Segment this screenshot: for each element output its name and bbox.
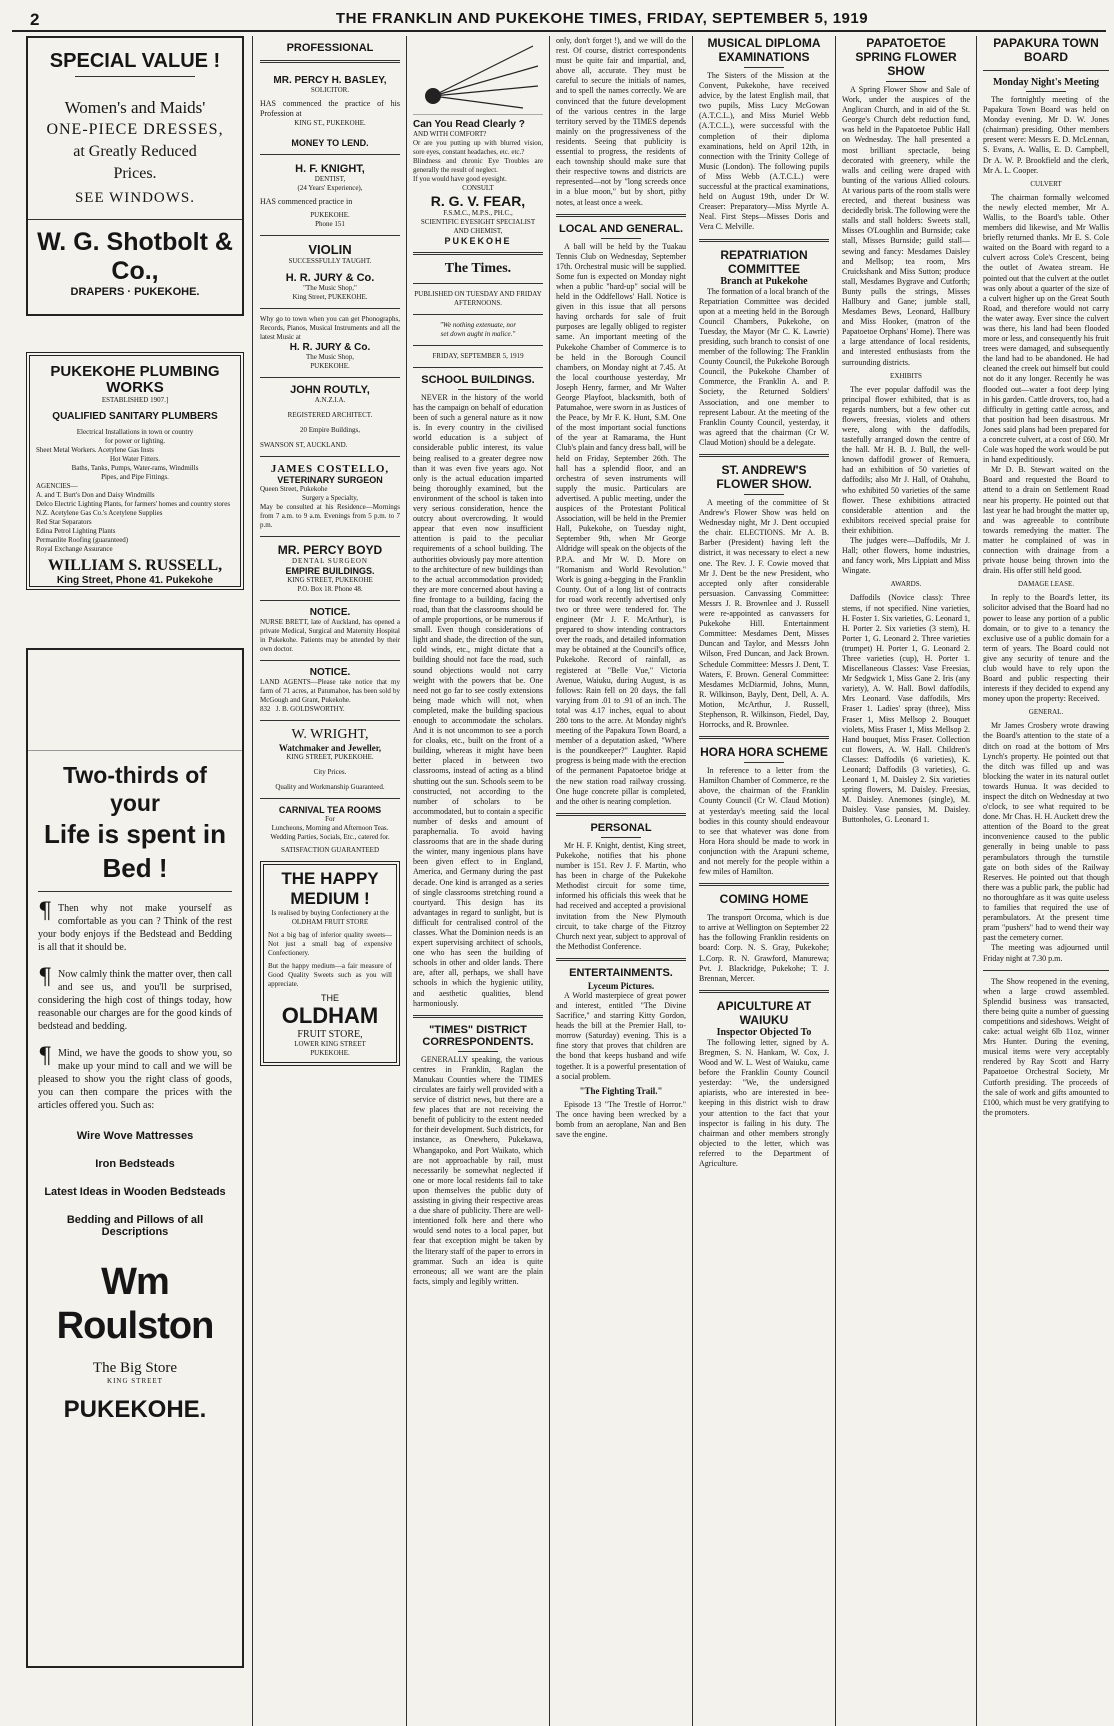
notice-heading: CARNIVAL TEA ROOMS xyxy=(278,805,382,816)
article-body: Daffodils (Novice class): Three stems, if not specified. Nine varieties, H. Foster 1. Six varieties, G. Leonard 1, H. Porter 2. Six varieties (3 stem), H. Porter 1, G. Leonard 2. Three varieties (trumpet) H. Porter 1, G. Leonard 2. Three varieties (cup), H. Porter 1. Miscellaneous Classes: Vase Freesias, Mr Sedgwick 1, Miss Gane 2. Iris (any variety), A. W. Hall. Bowl daffodils, Mrs Leonard. Vase daffodils, Mrs Fraser 1. Ladies' spray (three), Miss Fraser 1, Miss Mellsop 2. Bouquet violets, Miss Fraser 1, Miss Mellsop 2. Hand bouquet, Miss Fraser. Collection cut flowers, A. W. Hall. Children's Classes: Daffodils (6 varieties), K. Leonard; Daffodils (3 varieties), G. Leonard 1, M. Daisley 2. Six varieties spring flowers, M. Daisley. Freesias, M. Daisley. Anemones (single), M. Daisley. Vase pansies, M. Daisley. Buttonholes, G. Leonard 1. xyxy=(842,593,970,825)
ad-special-value xyxy=(26,36,244,316)
divider xyxy=(699,990,829,993)
notice-text: LAND AGENTS—Please take notice that my farm of 71 acres, at Patumahoe, has been sold by McGough and Grant, Pukekohe. xyxy=(260,678,400,705)
ad-line: PUKEKOHE. xyxy=(310,1049,350,1058)
ad-line: LOWER KING STREET xyxy=(294,1040,366,1049)
column-rule xyxy=(406,36,407,1726)
ad-line: AND WITH COMFORT? xyxy=(413,130,487,138)
column-rule xyxy=(549,36,550,1726)
notice-address: PUKEKOHE. xyxy=(310,362,350,371)
divider xyxy=(744,909,784,910)
notice-line: (24 Years' Experience), xyxy=(297,184,363,193)
notice-text: HAS commenced the practice of his Profession at xyxy=(260,99,400,119)
column-7 xyxy=(983,36,1109,1726)
divider xyxy=(983,70,1109,71)
bed-illustration xyxy=(28,650,242,751)
notice-line: The Music Shop, xyxy=(305,353,355,362)
ad-line: at Greatly Reduced xyxy=(73,143,197,160)
ad-line: Edina Petrol Lighting Plants xyxy=(36,527,116,535)
notice-line: SUCCESSFULLY TAUGHT. xyxy=(288,257,372,266)
notice-text: NURSE BRETT, late of Auckland, has opened a private Medical, Surgical and Maternity Hospital in Pukekohe. Patients may be attended by their own doctor. xyxy=(260,618,400,654)
article-body: The following letter, signed by A. Bregmen, S. N. Hankam, W. Cox, J. Wood and W. L. West of Waiuku, came before the Franklin County Council yesterday: "We, the undersigned apiarists, who are interested in bee-keeping in this district wish to draw your attention to the fact that your inspector is failing in his duty. The chairman and other members strongly objected to the letter, which was referred to the Department of Agriculture. xyxy=(699,1037,829,1168)
article-subheading: EXHIBITS xyxy=(890,371,922,380)
ad-line: Pipes, and Pipe Fittings. xyxy=(101,473,169,481)
divider xyxy=(601,837,641,838)
notice-role: REGISTERED ARCHITECT. xyxy=(287,411,373,420)
notice-line: City Prices. xyxy=(313,768,347,777)
article-subheading: AWARDS. xyxy=(890,580,922,589)
notice-heading: NOTICE. xyxy=(309,607,351,619)
firm-address: King Street, Phone 41. Pukekohe xyxy=(56,575,214,586)
notice-address: Queen Street, Pukekohe xyxy=(260,485,328,494)
notice-role: SOLICITOR. xyxy=(310,86,350,94)
editorial-motto: set down aught in malice." xyxy=(440,330,516,338)
article-heading: REPATRIATION COMMITTEE xyxy=(720,247,808,276)
ad-paragraph: Not a big bag of inferior quality sweets—Not just a small bag of expensive Confectionery. xyxy=(268,931,392,958)
ad-item: Bedding and Pillows of all Descriptions xyxy=(66,1214,204,1238)
notice-line: MONEY TO LEND. xyxy=(291,138,369,149)
notice-line: SATISFACTION GUARANTEED xyxy=(280,846,380,855)
notice-address: SWANSON ST, AUCKLAND. xyxy=(260,441,348,450)
article-body: A meeting of the committee of St Andrew's Flower Show was held on Wednesday night, Mr J. Dent occupied the chair. ELECTIONS. Mr A. B. Barber (President) having left the district, it was necessary to elect a new one. The Rev. J. F. Cowie moved that Mr J. Dent be the new President, who accepted only after considerable persuasion. Canvassing Committee: Messrs J. R. Brownlee and J. Russell were re-appointed as canvassers for Pukekohe Hill. Entertainment Committee: Mesdames Dent, Misses Duncan and Taylor, and Messrs John Wilson, Fred Duncan, and Jack Brown. Schedule Committee: Messrs J. Dent, T. Waters, F. Brown. General Committee: Mesdames McDiarmid, Johns, Munn, R. Wilkinson, Bayly, Dent, Dell, A. A. Motion, McArthur, J. Russell, Stephenson, R. Wilkinson, Fiedel, Day, Horrocks, and R. Brownlee. xyxy=(699,498,829,730)
column-2 xyxy=(260,36,400,1726)
column-5 xyxy=(699,36,829,1726)
ad-line: Electrical Installations in town or country xyxy=(76,428,194,436)
notice-name: H. R. JURY & Co. xyxy=(289,342,371,354)
divider xyxy=(260,798,400,799)
ad-line: Is realised by buying Confectionery at the OLDHAM FRUIT STORE xyxy=(271,909,389,927)
editorial-motto: "We nothing extenuate, nor xyxy=(439,321,517,329)
divider xyxy=(699,736,829,739)
article-body: A ball will be held by the Tuakau Tennis Club on Wednesday, September 17th. Orchestral music will be supplied. Some fun is expected on Monday night when a public "hard-up" social will be held in the Oddfellows' Hall. Notice is given in this issue that all persons having orchards for sale of fruit purposes are legally obliged to register same. An important meeting of the Pukekohe Chamber of Commerce is to be held in the Borough Council chambers, on Monday night at 7.45. At the local courthouse yesterday, Mr Joseph Henry, farmer, and Mr Walter George Playfoot, blacksmith, both of Patumahoe, were sworn in as Justices of the Peace, by Mr F. K. Hunt, S.M. One of the most important social functions of the year at Ramarama, the Hunt Club's plain and fancy dress ball, will be held on Friday, September 26th. The hall has a splendid floor, and an orchestra of seven instruments will supply the music. Particulars are advertised. A public meeting, under the auspices of the Protestant Political Association, will be held in the Premier Hall, Pukekohe, on Tuesday night, September 9th, when Mr George Aldridge will speak on the objects of the P.P.A. and Mr W. D. More on "Romanism and World Revolution." Work is going a-begging in the Franklin County. Out of a long list of contracts for road work recently advertised only two or three were tendered for. The engineer (Mr J. F. McArthur), is prepared to show intending contractors over the roads, and detailed information may be obtained at the Council's office, Pukekohe. Record of rainfall, as registered at "Belle Vue," Victoria Avenue, Waiuku, during August, is as follows: Rain fell on 20 days, the fall varying from .01 to .91 of an inch. The total was 4.17 inches, equal to about 280 tons to the acre. At Monday night's meeting of the Papakura Town Board, a member of a deputation asked, "Where is the poundkeeper?" Laughter. Rapid progress is being made with the erection of the permanent Papatoetoe bridge at the new station road railway crossing. One huge concrete pillar is completed, and the other is nearing completion. xyxy=(556,241,686,806)
editorial-line: PUBLISHED ON TUESDAY AND FRIDAY AFTERNOONS. xyxy=(414,290,542,307)
divider xyxy=(260,456,400,457)
notice-name: VIOLIN xyxy=(308,242,352,258)
divider xyxy=(556,813,686,816)
editorial-title: The Times. xyxy=(444,261,512,276)
ad-line: PUKEKOHE xyxy=(444,236,512,246)
article-body: GENERALLY speaking, the various centres in Franklin, Raglan the Manukau Counties where the TIMES circulates are fairly well provided with a service of district news, but there are a few places that are not receiving the benefit of publicity to the extent needed for their development. Such districts, for instance, as Onewhero, Pukekawa, Whangapoko, and Port Waikato, which are not approachable by rail, must necessarily be somewhat neglected if one or more local residents fail to take upon themselves the public duty of assisting in giving their respective areas a due share of publicity. There are well-intentioned folk here and there who would send notes to a local paper, but fear that exception might be taken by the literary staff of the paper to errors in grammar. Such an idea is quite erroneous; all we want are the plain facts, simply and legibly written. xyxy=(413,1054,543,1286)
article-subheading: Branch at Pukekohe xyxy=(720,275,808,287)
notice-text: May be consulted at his Residence—Mornings from 7 a.m. to 9 a.m. Evenings from 5 p.m. to 7 p.m. xyxy=(260,503,400,530)
divider xyxy=(699,883,829,886)
notice-line: A.N.Z.I.A. xyxy=(314,396,346,405)
column-rule xyxy=(835,36,836,1726)
ad-headline: SPECIAL VALUE ! xyxy=(49,50,221,72)
divider xyxy=(983,970,1109,971)
divider xyxy=(75,76,195,77)
ad-headline: PUKEKOHE PLUMBING WORKS xyxy=(50,363,220,396)
article-subheading: DAMAGE LEASE. xyxy=(1018,580,1074,589)
notice-line: Wedding Parties, Socials, Etc., catered for. xyxy=(270,833,390,842)
column-rule xyxy=(252,36,253,1726)
ad-line: SCIENTIFIC EYESIGHT SPECIALIST AND CHEMIST, xyxy=(420,218,536,235)
pilcrow-icon: ¶ xyxy=(38,1044,52,1069)
pilcrow-icon: ¶ xyxy=(38,899,52,924)
article-heading: ENTERTAINMENTS. xyxy=(569,966,673,979)
article-subheading: CULVERT xyxy=(1030,179,1062,188)
ad-roulston-bedding xyxy=(26,648,244,1668)
divider xyxy=(260,308,400,309)
firm-name: WILLIAM S. RUSSELL, xyxy=(47,557,223,574)
ad-paragraph: ¶ Then why not make yourself as comfortable as you can ? Think of the rest your body enjoys if the Bedstead and Bedding is all that it should be. xyxy=(38,899,232,953)
ad-headline: Can You Read Clearly ? xyxy=(413,119,525,130)
article-heading: SCHOOL BUILDINGS. xyxy=(421,374,535,386)
ad-line: Red Star Separators xyxy=(36,518,92,526)
ad-item: Iron Bedsteads xyxy=(95,1158,175,1170)
article-heading: PERSONAL xyxy=(590,821,652,834)
ad-headline: Life is spent in Bed ! xyxy=(43,819,227,883)
ad-line: Royal Exchange Assurance xyxy=(36,545,113,553)
eye-icon xyxy=(413,36,543,114)
ad-paragraph: ¶ Mind, we have the goods to show you, so make up your mind to call and we will be pleased to show you the right class of goods, you can then compare the prices with the articles offered you. Such as: xyxy=(38,1044,232,1111)
article-body: only, don't forget !), and we will do the rest. Of course, district correspondents must be quite fair and impartial, and, above all, accurate. They must be careful to secure the initials of names, and to spell the names correctly. We are convinced that the future development of the various centres in the large territory served by the TIMES depends mainly on the progressiveness of the residents. Seeing that publicity is essential to progress, the residents of each township should make sure that their respective towns and districts are represented—not by "long screeds once in a blue moon," but by short, pithy notes, at least once a week. xyxy=(556,36,686,207)
article-heading: "TIMES" DISTRICT CORRESPONDENTS. xyxy=(422,1023,534,1048)
notice-role: DENTIST, xyxy=(314,175,346,184)
firm-tagline: DRAPERS · PUKEKOHE. xyxy=(70,286,200,298)
ad-paragraph: But the happy medium—a fair measure of Good Quality Sweets such as you will appreciate. xyxy=(268,962,392,989)
divider xyxy=(744,494,784,495)
article-heading: ST. ANDREW'S FLOWER SHOW. xyxy=(716,463,812,491)
notice-role: DENTAL SURGEON xyxy=(292,557,368,566)
ad-line: Hot Water Fitters. xyxy=(109,455,161,463)
firm-name: W. G. Shotbolt & Co., xyxy=(37,228,233,285)
article-body: Mr D. B. Stewart waited on the Board and requested the Board to attend to a drain on Settlement Road near his property. He pointed out that last year he had brought the matter up, and was agreeable to contribute towards remedying the matter. The matter he complained of was in connection with drainage from a private house being thrown into the drain. His offer still held good. xyxy=(983,465,1109,576)
page-number: 2 xyxy=(30,10,40,29)
article-body: A World masterpiece of great power and interest, entitled "The Divine Sacrifice," and starring Kitty Gordon, heads the bill at the Premier Hall, to-morrow (Saturday) evening. This is a fine story that proves that children are the bond that keeps husband and wife together. It is a powerful presentation of a social problem. xyxy=(556,990,686,1081)
column-rule xyxy=(976,36,977,1726)
divider xyxy=(260,660,400,661)
divider xyxy=(601,238,641,239)
notice-name: JOHN ROUTLY, xyxy=(290,384,370,397)
divider xyxy=(699,454,829,457)
article-heading: PAPAKURA TOWN BOARD xyxy=(993,36,1099,64)
notice-address: PUKEKOHE. xyxy=(310,211,350,220)
divider xyxy=(413,345,543,346)
notice-line: EMPIRE BUILDINGS. xyxy=(285,566,375,577)
store-town: PUKEKOHE. xyxy=(63,1396,207,1423)
notice-line: Surgery a Specialty, xyxy=(302,494,358,503)
divider xyxy=(413,314,543,315)
ad-plumbing-works xyxy=(26,352,244,590)
notice-role: Watchmaker and Jeweller, xyxy=(278,743,382,754)
divider xyxy=(556,214,686,217)
divider xyxy=(556,958,686,961)
article-heading: MUSICAL DIPLOMA EXAMINATIONS xyxy=(707,36,821,64)
notice-text: Why go to town when you can get Phonographs, Records, Pianos, Musical Instruments and all the latest Music at xyxy=(260,315,400,342)
ad-item: Latest Ideas in Wooden Bedsteads xyxy=(44,1186,226,1198)
article-body: Episode 13 "The Trestle of Horror." The once having been wrecked by a bomb from an aeroplane, Nan and Ben save the engine. xyxy=(556,1099,686,1139)
article-subheading: Monday Night's Meeting xyxy=(992,77,1100,88)
divider xyxy=(699,239,829,242)
divider xyxy=(38,891,232,892)
divider xyxy=(260,154,400,155)
notice-address: KING STREET, PUKEKOHE xyxy=(287,576,373,585)
divider xyxy=(260,600,400,601)
divider xyxy=(260,377,400,378)
ad-headline: Two-thirds of your xyxy=(63,762,207,816)
notice-address: 20 Empire Buildings, xyxy=(299,426,361,435)
ad-line: for power or lighting. xyxy=(104,437,166,445)
pilcrow-icon: ¶ xyxy=(38,965,52,990)
column-1 xyxy=(26,36,244,1726)
notice-name: H. F. KNIGHT, xyxy=(295,163,365,176)
notice-name: H. R. JURY & Co. xyxy=(285,272,375,285)
article-body: The Sisters of the Mission at the Convent, Pukekohe, have received advice, by the latest English mail, that two pupils, Miss Lucy McGowan (A.T.C.L.), and Miss Muriel Webb (A.T.C.L.), were successful with the completion of their diploma examinations, held on April 12th, in connection with the Trinity College of Music (London). The following pupils of Miss Webb (A.T.C.L.) were successful at the practical examinations, held on August 19th, under Dr W. Creaser: Preparatory—Miss Myrtle A. Neal. First Steps—Misses Doris and Vera C. Melville. xyxy=(699,71,829,232)
section-heading: PROFESSIONAL xyxy=(286,42,374,54)
article-body: A Spring Flower Show and Sale of Work, under the auspices of the Anglican Church, and in aid of the St. George's Church debt reduction fund, was held in the Papatoetoe Public Hall on Wednesday. The hall presented a most brilliant spectacle, being decorated with greenery, while the walls and ceiling were draped with bunting of the various Allied colours. At various parts of the room stalls were erected, and thereat business was decidedly brisk. The following were the stalls and stall holders: Sweets stall, Misses O'Loughlin and Burnside; cake stall, Misses Burnside; guild stall—sewing and fancy: Mesdames Daisley and Mellsop; tea room, Mrs Cruickshank and Miss Sutton; produce stall, Mesdames Bygrave and Cutforth; Bunty pulls the strings, Misses Hallbury and Gane; jumble stall, Mesdames Bews, Leonard, Hallbury and Miss Hooker, (matron of the Papatoetoe Orphans' Home). There was a large attendance of local residents, and interested enthusiasts from the surrounding districts. xyxy=(842,85,970,367)
divider xyxy=(458,1051,498,1052)
ad-line: THE xyxy=(321,993,339,1004)
divider xyxy=(413,367,543,368)
ad-line: ONE-PIECE DRESSES, xyxy=(46,121,224,138)
ad-line: AGENCIES— xyxy=(36,482,78,490)
divider xyxy=(744,762,784,763)
ad-paragraph: If you would have good eyesight. xyxy=(413,175,507,183)
ad-line: N.Z. Acetylene Gas Co.'s Acetylene Supplies xyxy=(36,509,163,517)
ad-line: Baths, Tanks, Pumps, Water-rams, Windmills xyxy=(71,464,199,472)
notice-heading: NOTICE. xyxy=(309,667,351,679)
notice-name: MR. PERCY BOYD xyxy=(277,543,383,558)
divider xyxy=(413,1015,543,1018)
article-body: In reference to a letter from the Hamilton Chamber of Commerce, re the above, the chairman of the Franklin County Council (Cr W. Claud Motion) at yesterday's meeting said the local bodies in this county should endeavour to see that whatever was done from Hora Hora should be made to work in conjunction with the Arapuni scheme, and not merely for the people within a few miles of Hamilton. xyxy=(699,766,829,877)
divider xyxy=(458,389,498,390)
divider xyxy=(260,235,400,236)
article-body: The transport Orcoma, which is due to arrive at Wellington on September 22 has the following Franklin residents on board: Corp. N. S. Gray, Pukekohe; L.Corp. R. N. Grawford, Manurewa; Pvt. J. Blackridge, Pukekohe; T. J. Brennan, Mercer. xyxy=(699,913,829,983)
notice-line: For xyxy=(325,815,335,824)
article-heading: HORA HORA SCHEME xyxy=(700,745,828,760)
divider xyxy=(744,67,784,68)
column-4 xyxy=(556,36,686,1726)
editorial-date: FRIDAY, SEPTEMBER 5, 1919 xyxy=(432,352,524,360)
divider xyxy=(28,219,242,220)
notice-line: Quality and Workmanship Guaranteed. xyxy=(275,783,385,792)
article-body: NEVER in the history of the world has the campaign on behalf of education been of such a general nature as it now is. In every country in the civilised world education is a subject of considerable public interest, its value being realised to a greater degree now than it was even five years ago. Not only is the actual education imparted being thoroughly examined, but the environment of the school is taken into very serious consideration, hence the outcry about overcrowding. It would appear that even now insufficient attention is paid to the peculiar requirements of a school building. The authorities obviously pay more attention to the architecture of new buildings than to the actual accommodation provided; they are more concerned about having a fine frontage to a building, facing the road, than that the classrooms should be of ample proportions, or be numerous if small. Even though considerations of light and shade, the direction of the sun, cold winds, etc., might dictate that a building should not face the road, such sound objections would not carry weight with the powers that be. One need not go far to see costly extensions being made which will not, when completed, make the building spacious enough to accommodate the scholars. And it is not uncommon to see a porch for cloaks, etc., built on the front of a building, whereas it might have been better placed in between two classrooms, instead of acting as a blind shutting out the sun. Schools seem to be constructed, not according to the number of scholars to be accommodated, but to contain a specific number of desks and amount of paraphernalia. To avoid having classrooms that are in the shade during the winter, many ingenious plans have been given effect to in England, America, and Germany during the past decade. One kind is arranged as a series of single classrooms stretching round a courtyard. This design has its advantages in regard to sunlight, but is difficult for centralised control of the classes. What the Dominion needs is an expert supervising architect of schools, one who has seen the building of schools in other and older lands. There are, after all, perhaps, we shall have schools in which the hygienic utility, and aesthetic qualities, blend harmoniously. xyxy=(413,393,543,1008)
ad-line: Prices. xyxy=(113,165,157,182)
article-body: The judges were—Daffodils, Mr J. Hall; other flowers, home industries, and fancy work, Mrs Lippiatt and Miss Wingate. xyxy=(842,536,970,576)
ad-line: F.S.M.C., M.P.S., PH.C., xyxy=(443,209,513,217)
article-body: Mr James Crosbery wrote drawing the Board's attention to the state of a ditch on road at the bottom of Mrs Lynch's property. He pointed out that the ditch was filled up and was blocking the water in its natural outlet towards Hunua. It was decided to inspect the ditch on Wednesday at two o'clock, to see what required to be done. Mr Chas. H. H. Auckett drew the attention of the Board to the great inconvenience caused to the public generally in being unable to pass perambulators through the turnstile gate on both sides of the Railway Reserves. He pointed out that though there was a public park, the public had no thoroughfare as it was quite useless to families that required the use of perambulators. At the present time pram "pushers" had to wend their way past the cemetery corner. xyxy=(983,721,1109,943)
column-6 xyxy=(842,36,970,1726)
column-rule xyxy=(692,36,693,1726)
article-heading: PAPATOETOE SPRING FLOWER SHOW xyxy=(855,36,957,78)
article-subheading: Lyceum Pictures. xyxy=(587,980,655,991)
ad-subheading: QUALIFIED SANITARY PLUMBERS xyxy=(52,411,218,422)
divider xyxy=(260,60,400,63)
article-body: The chairman formally welcomed the newly elected member, Mr A. Wallis, to the Board's table. Other members did likewise, and Mr Wallis briefly returned thanks. Mr E. S. Cole waited on the Board with regard to a culvert across Cole's Crescent, being the outlet of Awatea stream. He pointed out that the culvert at the outlet was only about a quarter of the size of a culvert higher up on the Great South Road, and therefore would not carry the water away. Ever since the culvert was there, his land had been flooded more or less, and consequently his fruit trees were damaged, and subsequently the land had to be abandoned. He had cleaned the creek out himself but could not do it any longer. Recently he was flooded out—water a foot deep lying in his garden. Cattle drovers, too, had a difficulty in getting cattle across, and that position had been disastrous. Mr Jones said plans had been prepared for a concrete culvert, at a cost of £60. Mr Cole was hoped the work would be put in hand expeditiously. xyxy=(983,192,1109,465)
article-body: The Show reopened in the evening, when a large crowd assembled. Splendid business was transacted, there being quite a number of guessing competitions and sideshows. Weight of cake: actual weight 6lb 11oz, winner Mrs Hunter. During the evening, musical items were very acceptably rendered by Ray Scott and Harry Papatoetoe Orchestral Society, Mr Cutforth presiding. The proceeds of the sale of work and gifts amounted to £100, which must be very gratifying to the promoters. xyxy=(983,976,1109,1117)
article-subheading: GENERAL. xyxy=(1028,708,1064,717)
notice-name: MR. PERCY H. BASLEY, xyxy=(273,75,387,86)
ad-line: FRUIT STORE, xyxy=(297,1029,363,1041)
notice-text: HAS commenced practice in xyxy=(260,197,353,207)
article-heading: APICULTURE AT WAIUKU xyxy=(716,998,812,1027)
article-body: The ever popular daffodil was the principal flower exhibited, that is as regards numbers, but a few other cut flowers, freesias, violets and others were, along with the daffodils, tastefully arranged down the centre of the hall. Mr H. B. J. Bull, the well-known daffodil grower of Remuera, had an exhibition of 50 varieties of daffodils; also Mr J. Hall, of Otahuhu, who exhibited 50 varieties of the same flower. These exhibitions attracted considerable attention and the exhibitors received special praise for their exhibition. xyxy=(842,384,970,535)
store-street: KING STREET xyxy=(107,1377,163,1385)
ad-line: Permanlite Roofing (guaranteed) xyxy=(36,536,129,544)
article-body: Mr H. F. Knight, dentist, King street, Pukekohe, notifies that his phone number is 151. Rev J. F. Martin, who has been in charge of the Pukekohe Methodist circuit for some time, informed his officials this week that he had received and accepted a provisional invitation from the New Plymouth circuit, to take charge of the Fitzroy Church next year, subject to approval of the Methodist Conference. xyxy=(556,840,686,951)
notice-signature: 832 J. B. GOLDSWORTHY. xyxy=(260,705,345,714)
ad-paragraph: ¶ Now calmly think the matter over, then call and see us, and you'll be surprised, considering the high cost of things today, how reasonable our charges are for the good kinds of bedstead and bedding. xyxy=(38,965,232,1032)
notice-address: King Street, PUKEKOHE. xyxy=(292,293,368,302)
firm-name: R. G. V. FEAR, xyxy=(430,193,526,209)
ad-line: CONSULT xyxy=(462,184,494,192)
divider xyxy=(260,536,400,537)
firm-name: Wm Roulston xyxy=(56,1261,214,1347)
ad-line: A. and T. Burt's Don and Daisy Windmills xyxy=(36,491,155,499)
ad-happy-medium xyxy=(260,861,400,1066)
divider xyxy=(1026,91,1066,92)
firm-name: OLDHAM xyxy=(281,1003,379,1029)
article-body: In reply to the Board's letter, its solicitor advised that the Board had no power to lease any portion of a public domain, or to give to a tenancy the exclusive use of a public domain for a term of years. The Board could not give any security of tenure and the club would have to rely upon the Board and public respecting their interests if they decided to expend any money upon the property: Received. xyxy=(983,593,1109,704)
notice-address: KING STREET, PUKEKOHE. xyxy=(286,753,374,762)
notice-line: Phone 151 xyxy=(315,220,345,229)
ad-line: ESTABLISHED 1907.] xyxy=(101,396,169,404)
notice-line: P.O. Box 18. Phone 48. xyxy=(297,585,363,594)
article-body: The meeting was adjourned until Friday night at 7.30 p.m. xyxy=(983,943,1109,963)
article-body: The fortnightly meeting of the Papakura Town Board was held on Monday evening. Mr D. W. Jones (chairman) presiding. Other members present were: Messrs E. D. McLennan, S. Evans, A. Wallis, E. D. Campbell, Dr A. W. P. Brookfield and the clerk, Mr A. L. Cooper. xyxy=(983,95,1109,175)
article-heading: LOCAL AND GENERAL. xyxy=(558,222,684,235)
masthead xyxy=(12,8,1106,32)
divider xyxy=(413,283,543,284)
notice-line: "The Music Shop," xyxy=(303,284,357,293)
newspaper-title: THE FRANKLIN AND PUKEKOHE TIMES, FRIDAY, SEPTEMBER 5, 1919 xyxy=(335,10,869,27)
divider xyxy=(260,720,400,721)
article-body: The formation of a local branch of the Repatriation Committee was decided upon at a meeting held in the Borough Council Chambers, Pukekohe, on Tuesday, the Mayor (Mr C. K. Lawrie) presiding, such branch to consist of one member of the following: The Franklin County Council, the Pukekohe Borough Council, the Pukekohe Chamber of Commerce, the Franklin A. and P. Society, the Returned Soldiers' Association, and one member to represent Labour. At the meeting of the Franklin County Council, yesterday, it was agreed that the chairman (Cr W. Claud Motion) should be a delegate. xyxy=(699,286,829,447)
notice-address: KING ST., PUKEKOHE. xyxy=(294,119,366,128)
ad-item: Wire Wove Mattresses xyxy=(76,1130,194,1142)
store-name: The Big Store xyxy=(92,1360,178,1376)
article-heading: COMING HOME xyxy=(719,892,809,907)
divider xyxy=(413,252,543,255)
ad-line: Women's and Maids' xyxy=(64,98,206,117)
column-3 xyxy=(413,36,543,1726)
ad-line: SEE WINDOWS. xyxy=(74,190,196,206)
eyesight-illustration xyxy=(413,36,543,115)
notice-role: VETERINARY SURGEON xyxy=(277,475,383,486)
ad-paragraph: Blindness and chronic Eye Troubles are generally the result of neglect. xyxy=(413,157,543,174)
notice-line: Luncheons, Morning and Afternoon Teas. xyxy=(271,824,389,833)
article-subheading: Inspector Objected To xyxy=(716,1026,812,1038)
ad-paragraph: Or are you putting up with blurred vision, sore eyes, constant headaches, etc. etc.? xyxy=(413,139,543,156)
notice-name: W. WRIGHT, xyxy=(291,727,369,743)
article-subheading: "The Fighting Trail." xyxy=(579,1085,663,1096)
notice-name: JAMES COSTELLO, xyxy=(270,463,390,476)
ad-headline: THE HAPPY MEDIUM ! xyxy=(281,869,379,909)
divider xyxy=(886,81,926,82)
ad-line: Sheet Metal Workers. Acetylene Gas Insts xyxy=(36,446,154,454)
ad-line: Delco Electric Lighting Plants, for farmers' homes and country stores xyxy=(36,500,231,508)
